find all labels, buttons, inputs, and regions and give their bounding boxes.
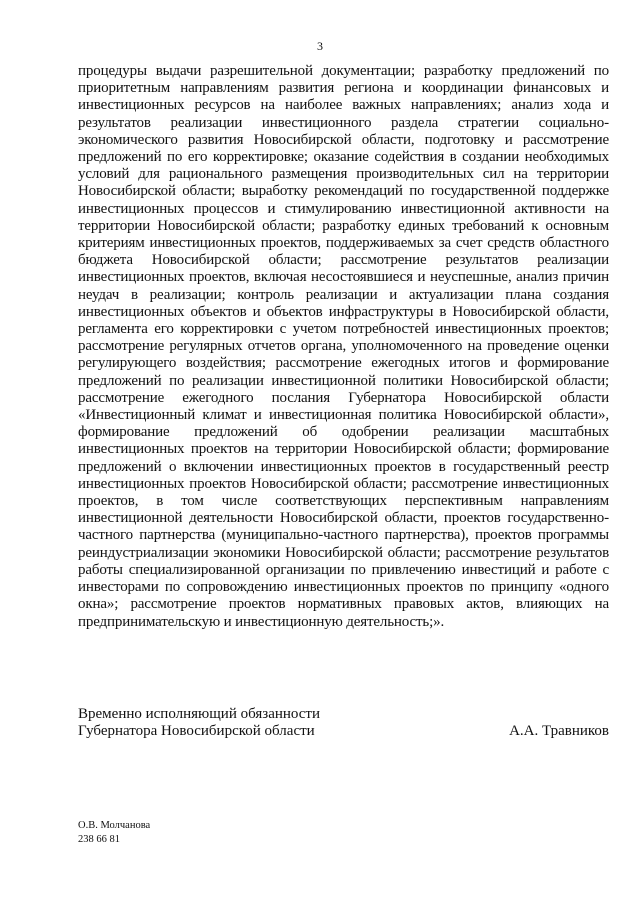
page-number: 3 [317, 39, 323, 53]
executor-block [78, 819, 150, 847]
executor-name: О.В. Молчанова [78, 820, 151, 831]
executor-phone: 238 66 81 [78, 834, 120, 845]
signatory-position-line-2: Губернатора Новосибирской области [78, 723, 315, 740]
signatory-name: А.А. Травников [509, 723, 609, 740]
signatory-position-line-1: Временно исполняющий обязанности [78, 706, 321, 722]
body-paragraph: процедуры выдачи разрешительной документации; разработку предложений по приоритетным направлениям развития региона и координации финансовых и инвестиционных ресурсов на наиболее важных направлениях; анализ хода и результатов реализации инвестиционного раздела стратегии социально-экономического развития Новосибирской области, подготовку и рассмотрение предложений по его корректировке; оказание содействия в создании необходимых условий для рационального размещения производительных сил на территории Новосибирской области; выработку рекомендаций по государственной поддержке инвестиционных процессов и стимулированию инвестиционной активности на территории Новосибирской области; разработку единых требований к основным критериям инвестиционных проектов, поддерживаемых за счет средств областного бюджета Новосибирской области; рассмотрение результатов реализации инвестиционных проектов, включая несостоявшиеся и неуспешные, анализ причин неудач в реализации; контроль реализации и актуализации плана создания инвестиционных объектов и объектов инфраструктуры в Новосибирской области, регламента его корректировки с учетом потребностей инвестиционных проектов; рассмотрение регулярных отчетов органа, уполномоченного на проведение оценки регулирующего воздействия; рассмотрение ежегодных итогов и формирование предложений по реализации инвестиционной политики Новосибирской области; рассмотрение ежегодного послания Губернатора Новосибирской области «Инвестиционный климат и инвестиционная политика Новосибирской области», формирование предложений об одобрении реализации масштабных инвестиционных проектов на территории Новосибирской области; формирование предложений о включении инвестиционных проектов в государственный реестр инвестиционных проектов Новосибирской области; рассмотрение инвестиционных проектов, в том числе соответствующих перспективным направлениям инвестиционной деятельности Новосибирской области, проектов государственно-частного партнерства (муниципально-частного партнерства), проектов программы реиндустриализации экономики Новосибирской области; рассмотрение результатов работы специализированной организации по привлечению инвестиций и работе с инвесторами по сопровождению инвестиционных проектов по принципу «одного окна»; рассмотрение проектов нормативных правовых актов, влияющих на предпринимательскую и инвестиционную деятельность;». [78, 63, 609, 630]
signature-block [78, 706, 609, 740]
